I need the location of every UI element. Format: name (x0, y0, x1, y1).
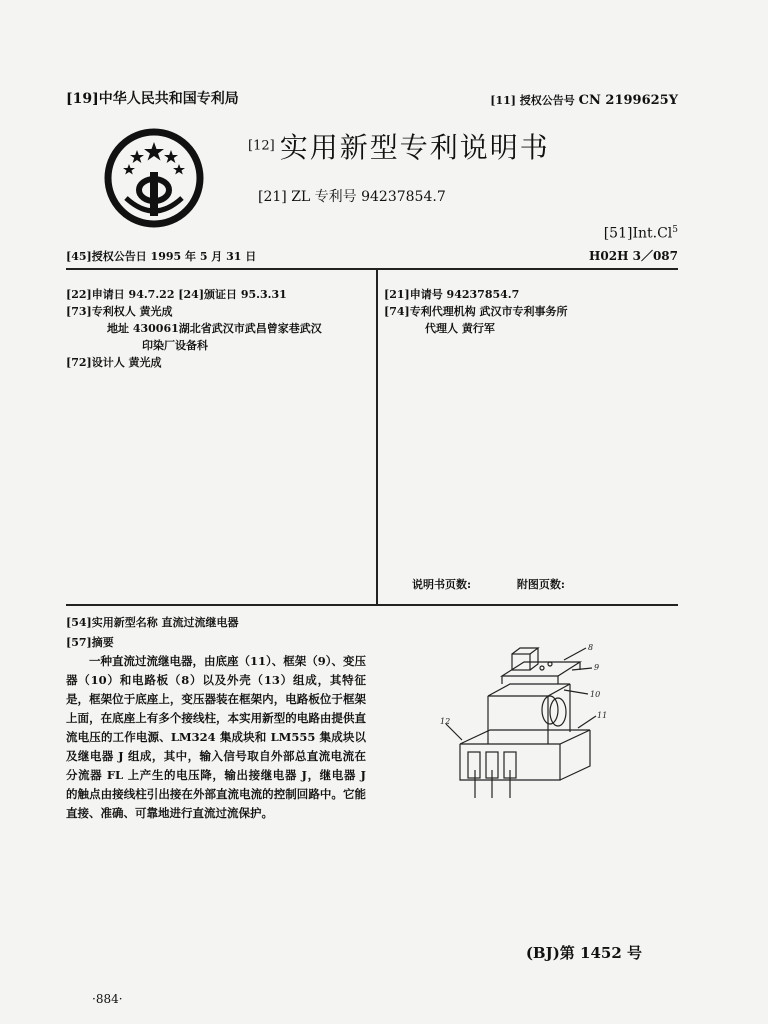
document-type-name: 实用新型专利说明书 (279, 131, 550, 164)
publication-number-value: CN 2199625Y (578, 93, 678, 108)
patent-office-emblem-icon (104, 128, 204, 228)
figure-label-10: 10 (590, 690, 601, 699)
bibliographic-left (66, 286, 376, 371)
ipc-value: H02H 3／087 (589, 249, 678, 263)
spec-pages: 说明书页数: (412, 578, 472, 591)
document-id: (BJ)第 1452 号 (525, 944, 642, 962)
designer: [72]设计人 黄光成 (66, 356, 162, 369)
ipc-edition: 5 (672, 225, 678, 235)
utility-model-title: [54]实用新型名称 直流过流继电器 (66, 616, 239, 629)
address-line-1: 地址 430061湖北省武汉市武昌曾家巷武汉 (107, 322, 322, 335)
office-name: [19]中华人民共和国专利局 (66, 91, 239, 107)
publication-date: [45]授权公告日 1995 年 5 月 31 日 (66, 250, 257, 263)
filing-dates: [22]申请日 94.7.22 [24]颁证日 95.3.31 (66, 288, 287, 301)
ipc-label (604, 225, 678, 242)
publication-number (490, 92, 678, 108)
figure-label-9: 9 (594, 663, 600, 672)
patent-agent: 代理人 黄行军 (425, 322, 495, 335)
bibliographic-right (384, 286, 684, 337)
header-divider (66, 268, 678, 270)
figure-pages: 附图页数: (516, 578, 565, 591)
pages-line (412, 576, 607, 592)
figure-label-8: 8 (588, 643, 594, 652)
relay-drawing-figure (440, 640, 615, 800)
ipc-label-text: [51]Int.Cl (603, 225, 673, 242)
section-divider (66, 604, 678, 606)
figure-label-11: 11 (597, 711, 608, 720)
patent-number: [21] ZL 专利号 94237854.7 (258, 189, 446, 205)
abstract-text: 一种直流过流继电器，由底座（11）、框架（9）、变压器（10）和电路板（8）以及外壳（13）组成，其特征是，框架位于底座上，变压器装在框架内，电路板位于框架上面，在底座上有多个接线柱，本实用新型的电路由提供直流电压的工作电源、LM324 集成块和 LM555 集成块以及继电器 J 组成，其中，输入信号取自外部总直流电流在分流器 FL 上产生的电压降，输出接继电器 J，继电器 J 的触点由接线柱引出接在外部直流电流的控制回路中。它能直接、准确、可靠地进行直流过流保护。 (66, 654, 367, 820)
publication-number-label: [11] 授权公告号 (490, 94, 575, 107)
page-number: ·884· (92, 992, 123, 1006)
application-number: [21]申请号 94237854.7 (384, 288, 520, 301)
column-divider (376, 268, 378, 604)
patent-agency: [74]专利代理机构 武汉市专利事务所 (384, 305, 568, 318)
document-type-code: [12] (248, 138, 275, 154)
patentee: [73]专利权人 黄光成 (66, 305, 173, 318)
abstract-label: [57]摘要 (66, 636, 114, 649)
document-type-title (248, 126, 550, 166)
figure-label-12: 12 (440, 717, 451, 726)
address-line-2: 印染厂设备科 (142, 339, 208, 352)
